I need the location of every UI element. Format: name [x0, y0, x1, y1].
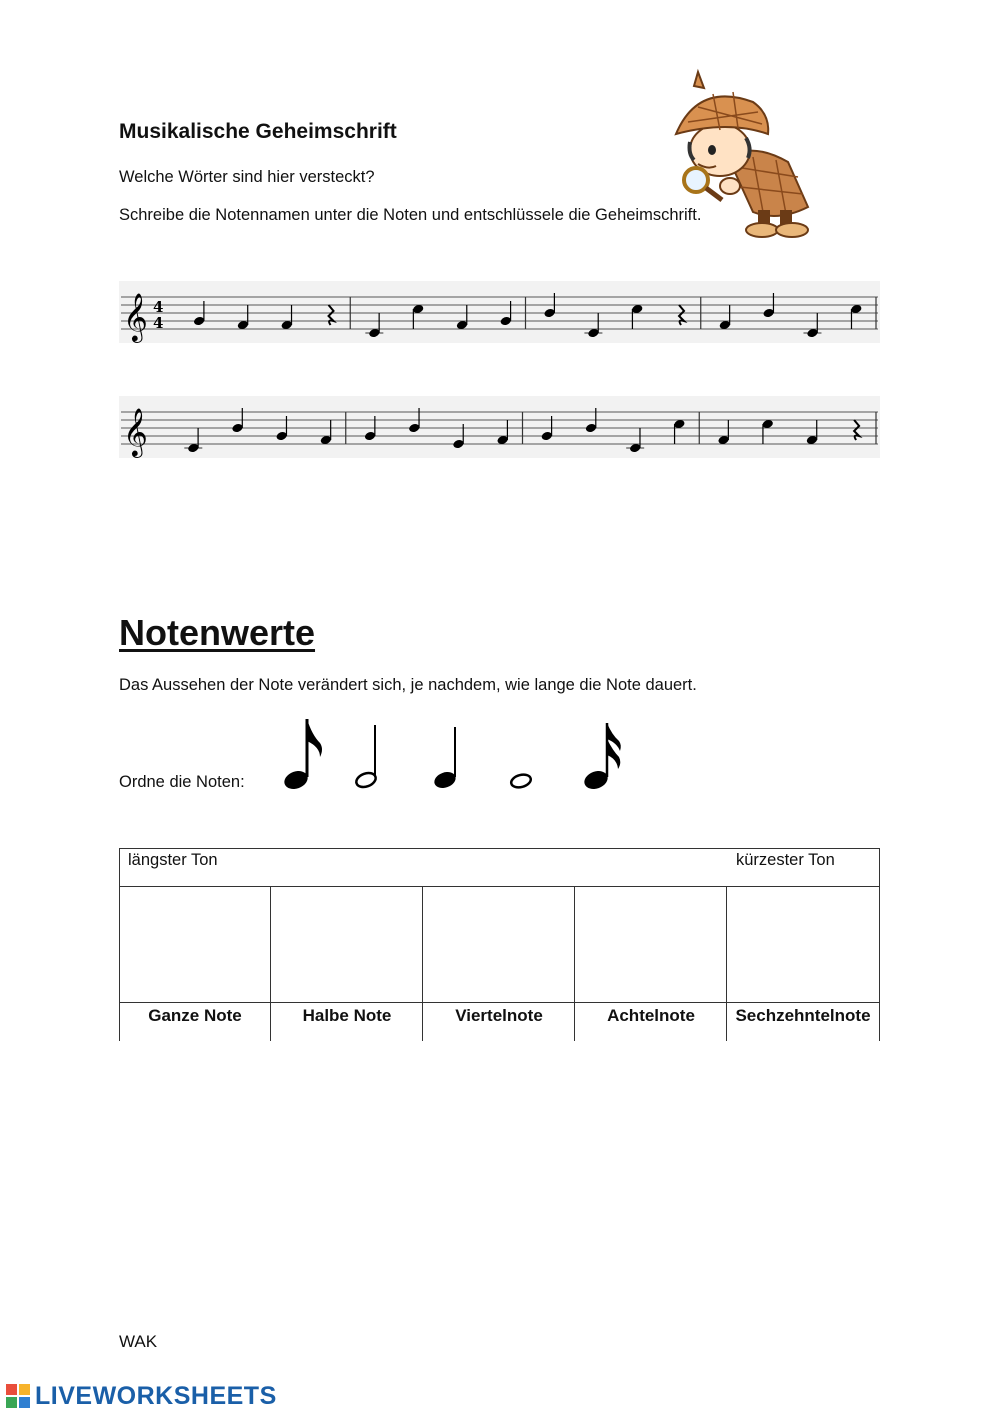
- whole-note-icon[interactable]: [508, 713, 536, 798]
- quarter-note-icon[interactable]: [432, 713, 464, 798]
- notenwerte-description: Das Aussehen der Note verändert sich, je nachdem, wie lange die Note dauert.: [119, 676, 697, 694]
- ordne-label: Ordne die Noten:: [119, 773, 245, 791]
- half-note-icon[interactable]: [354, 713, 386, 798]
- longest-tone-label: längster Ton: [128, 851, 218, 869]
- column-label-halbe-note: Halbe Note: [302, 1006, 392, 1025]
- drop-zone-3[interactable]: [424, 888, 574, 1002]
- sixteenth-note-icon[interactable]: [582, 713, 626, 798]
- time-signature-bottom: 4: [153, 314, 164, 332]
- table-divider: [119, 886, 880, 887]
- drop-zone-5[interactable]: [728, 888, 878, 1002]
- brand-text: LIVEWORKSHEETS: [35, 1381, 277, 1410]
- notenwerte-heading: Notenwerte: [119, 612, 316, 653]
- instruction-text: Schreibe die Notennamen unter die Noten und entschlüssele die Geheimschrift.: [119, 206, 702, 224]
- shortest-tone-label: kürzester Ton: [736, 851, 835, 869]
- author-label: WAK: [119, 1332, 158, 1351]
- drop-zone-1[interactable]: [120, 888, 270, 1002]
- question-text: Welche Wörter sind hier versteckt?: [119, 168, 375, 186]
- liveworksheets-logo[interactable]: [6, 1381, 277, 1411]
- column-label-sechzehntelnote: Sechzehntelnote: [735, 1006, 871, 1025]
- table-divider: [119, 1002, 880, 1003]
- treble-clef-icon: 𝄞: [123, 407, 148, 456]
- drop-zone-4[interactable]: [576, 888, 726, 1002]
- drop-zone-2[interactable]: [272, 888, 422, 1002]
- music-staff-1: [119, 281, 880, 343]
- note-order-table: [119, 848, 880, 1041]
- detective-illustration: [658, 62, 820, 240]
- time-signature-top: 4: [153, 298, 164, 316]
- column-label-viertelnote: Viertelnote: [455, 1006, 543, 1025]
- eighth-note-icon[interactable]: [282, 713, 326, 798]
- treble-clef-icon: 𝄞: [123, 292, 148, 341]
- liveworksheets-icon: [6, 1384, 30, 1408]
- worksheet-title: Musikalische Geheimschrift: [119, 120, 397, 143]
- column-label-achtelnote: Achtelnote: [607, 1006, 695, 1025]
- music-staff-2: [119, 396, 880, 458]
- column-label-ganze-note: Ganze Note: [148, 1006, 242, 1025]
